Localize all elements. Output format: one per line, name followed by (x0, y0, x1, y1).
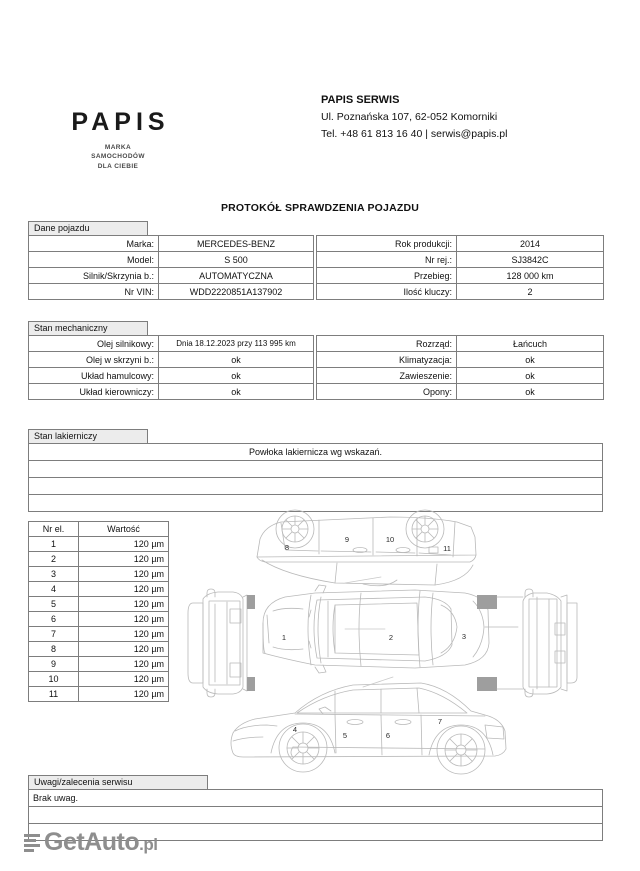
column-header-wartosc: Wartość (79, 522, 169, 537)
table-header-row (29, 522, 169, 537)
field-value-olej-skrzynia: ok (159, 352, 314, 368)
getauto-watermark (24, 827, 157, 857)
table-row (29, 336, 604, 352)
field-value-zawieszenie: ok (457, 368, 604, 384)
measure-value: 120 µm (79, 537, 169, 552)
table-row (29, 236, 604, 252)
car-view-right-side-bottom (231, 677, 506, 774)
section-dane-pojazdu (28, 221, 603, 300)
table-row (29, 657, 169, 672)
field-label-klimatyzacja: Klimatyzacja: (317, 352, 457, 368)
measure-value: 120 µm (79, 597, 169, 612)
field-value-model: S 500 (159, 252, 314, 268)
measure-nr: 2 (29, 552, 79, 567)
logo-tagline-line-3: DLA CIEBIE (97, 162, 139, 170)
table-row (29, 567, 169, 582)
logo-tagline (48, 143, 188, 171)
company-name: PAPIS SERWIS (321, 94, 400, 106)
diagram-label-9: 9 (344, 535, 350, 544)
measure-nr: 5 (29, 597, 79, 612)
field-value-rozrzad: Łańcuch (457, 336, 604, 352)
measure-nr: 9 (29, 657, 79, 672)
section-tab-label: Dane pojazdu (28, 221, 148, 235)
diagram-label-4: 4 (292, 725, 298, 734)
measure-value: 120 µm (79, 687, 169, 702)
table-row (29, 352, 604, 368)
field-label-uklad-kierowniczy: Układ kierowniczy: (29, 384, 159, 400)
table-row (29, 790, 603, 807)
field-value-silnik-skrzynia: AUTOMATYCZNA (159, 268, 314, 284)
measure-value: 120 µm (79, 552, 169, 567)
table-row (29, 597, 169, 612)
diagram-label-1: 1 (281, 633, 287, 642)
table-row (29, 582, 169, 597)
measure-value: 120 µm (79, 567, 169, 582)
measure-value: 120 µm (79, 627, 169, 642)
measure-nr: 7 (29, 627, 79, 642)
logo-tagline-line-1: MARKA (104, 144, 132, 151)
field-label-ilosc-kluczy: Ilość kluczy: (317, 284, 457, 300)
measure-nr: 10 (29, 672, 79, 687)
field-label-opony: Opony: (317, 384, 457, 400)
diagram-label-2: 2 (388, 633, 394, 642)
field-value-rok-produkcji: 2014 (457, 236, 604, 252)
table-row (29, 384, 604, 400)
field-label-olej-silnikowy: Olej silnikowy: (29, 336, 159, 352)
document-header (0, 84, 640, 174)
measure-nr: 1 (29, 537, 79, 552)
field-label-nr-rej: Nr rej.: (317, 252, 457, 268)
field-label-marka: Marka: (29, 236, 159, 252)
table-row (29, 461, 603, 478)
field-label-przebieg: Przebieg: (317, 268, 457, 284)
field-value-nr-vin: WDD2220851A137902 (159, 284, 314, 300)
list-bars-icon (24, 832, 42, 852)
company-address: Ul. Poznańska 107, 62-052 Komorniki (321, 111, 498, 124)
measure-nr: 11 (29, 687, 79, 702)
field-value-uklad-kierowniczy: ok (159, 384, 314, 400)
diagram-label-10: 10 (385, 535, 395, 544)
field-value-marka: MERCEDES-BENZ (159, 236, 314, 252)
paint-condition-table (28, 443, 603, 512)
table-row (29, 478, 603, 495)
table-row (29, 672, 169, 687)
page-title: PROTOKÓŁ SPRAWDZENIA POJAZDU (220, 202, 420, 214)
field-value-opony: ok (457, 384, 604, 400)
table-row (29, 687, 169, 702)
table-row (29, 444, 603, 461)
section-tab-label: Uwagi/zalecenia serwisu (28, 775, 208, 789)
table-row (29, 537, 169, 552)
field-label-rok-produkcji: Rok produkcji: (317, 236, 457, 252)
logo-wordmark: PAPIS (71, 108, 170, 136)
car-diagram (185, 505, 625, 777)
field-label-olej-skrzynia: Olej w skrzyni b.: (29, 352, 159, 368)
field-label-rozrzad: Rozrząd: (317, 336, 457, 352)
company-contact: Tel. +48 61 813 16 40 | serwis@papis.pl (321, 128, 508, 141)
field-value-przebieg: 128 000 km (457, 268, 604, 284)
table-row (29, 552, 169, 567)
car-view-rear (477, 589, 577, 697)
field-value-uklad-hamulcowy: ok (159, 368, 314, 384)
measure-value: 120 µm (79, 657, 169, 672)
section-stan-mechaniczny (28, 321, 603, 400)
table-row (29, 642, 169, 657)
car-view-front (188, 589, 255, 697)
paint-thickness-table-wrapper (28, 521, 168, 702)
measure-value: 120 µm (79, 642, 169, 657)
measure-value: 120 µm (79, 612, 169, 627)
field-label-model: Model: (29, 252, 159, 268)
vehicle-data-table (28, 235, 604, 300)
section-tab-label: Stan mechaniczny (28, 321, 148, 335)
diagram-label-6: 6 (385, 731, 391, 740)
field-value-nr-rej: SJ3842C (457, 252, 604, 268)
car-blueprint-svg (185, 505, 625, 777)
company-info (321, 92, 621, 143)
field-label-nr-vin: Nr VIN: (29, 284, 159, 300)
field-label-silnik-skrzynia: Silnik/Skrzynia b.: (29, 268, 159, 284)
section-stan-lakierniczy (28, 429, 603, 512)
table-row (29, 252, 604, 268)
diagram-label-11: 11 (443, 544, 451, 553)
table-row (29, 268, 604, 284)
table-row (29, 612, 169, 627)
field-label-uklad-hamulcowy: Układ hamulcowy: (29, 368, 159, 384)
section-tab-label: Stan lakierniczy (28, 429, 148, 443)
diagram-label-3: 3 (461, 632, 467, 641)
papis-logo (48, 110, 188, 171)
watermark-text (44, 827, 158, 856)
note-row-2 (29, 807, 603, 824)
field-value-olej-silnikowy: Dnia 18.12.2023 przy 113 995 km (159, 336, 314, 352)
column-header-nr-el: Nr el. (29, 522, 79, 537)
table-row (29, 627, 169, 642)
field-label-zawieszenie: Zawieszenie: (317, 368, 457, 384)
paint-note-row-2 (29, 461, 603, 478)
mechanical-condition-table (28, 335, 604, 400)
watermark-name: GetAuto (44, 827, 140, 856)
table-row (29, 807, 603, 824)
field-value-klimatyzacja: ok (457, 352, 604, 368)
diagram-point-labels (282, 535, 466, 740)
note-row-1: Brak uwag. (29, 790, 603, 807)
measure-nr: 8 (29, 642, 79, 657)
paint-note-row-3 (29, 478, 603, 495)
table-row (29, 284, 604, 300)
car-view-top-down (263, 585, 489, 673)
field-value-ilosc-kluczy: 2 (457, 284, 604, 300)
table-row (29, 368, 604, 384)
measure-nr: 4 (29, 582, 79, 597)
paint-note-row-1: Powłoka lakiernicza wg wskazań. (29, 444, 603, 461)
measure-nr: 6 (29, 612, 79, 627)
diagram-label-8: 8 (284, 543, 290, 552)
diagram-label-5: 5 (342, 731, 348, 740)
measure-value: 120 µm (79, 582, 169, 597)
measure-value: 120 µm (79, 672, 169, 687)
measure-nr: 3 (29, 567, 79, 582)
logo-tagline-line-2: SAMOCHODÓW (91, 153, 145, 161)
watermark-tld: .pl (139, 834, 158, 854)
paint-thickness-table (28, 521, 169, 702)
diagram-label-7: 7 (437, 717, 443, 726)
